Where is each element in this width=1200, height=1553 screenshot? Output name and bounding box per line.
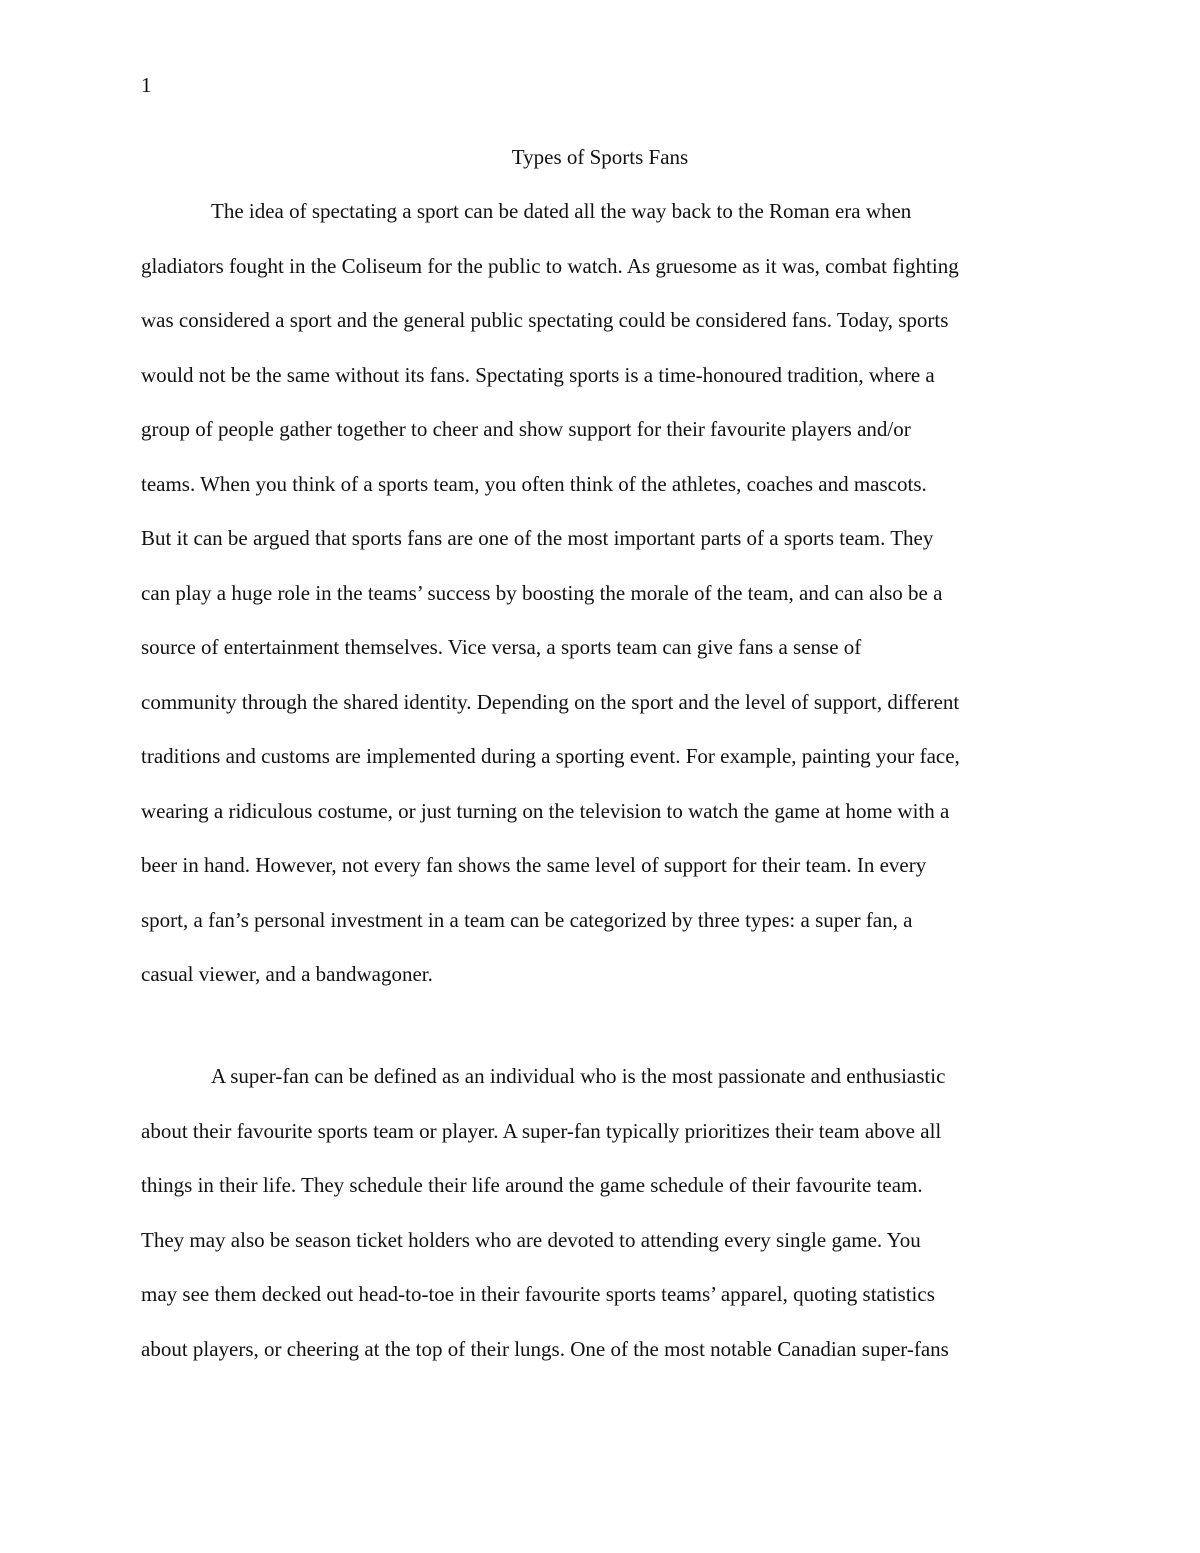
document-title: Types of Sports Fans xyxy=(511,145,689,169)
paragraph-line: traditions and customs are implemented during a sporting event. For example, painting your face, xyxy=(141,744,960,768)
paragraph-line: about their favourite sports team or player. A super-fan typically prioritizes their team above all xyxy=(141,1118,942,1143)
paragraph-line: They may also be season ticket holders who are devoted to attending every single game. You xyxy=(141,1227,921,1252)
paragraph-line: But it can be argued that sports fans are one of the most important parts of a sports team. They xyxy=(141,526,934,550)
page-number: 1 xyxy=(141,73,152,97)
paragraph-line: casual viewer, and a bandwagoner. xyxy=(141,962,433,986)
paragraph-line: teams. When you think of a sports team, you often think of the athletes, coaches and mascots. xyxy=(141,471,927,496)
paragraph-line: The idea of spectating a sport can be dated all the way back to the Roman era when xyxy=(211,199,912,223)
paragraph-line: about players, or cheering at the top of their lungs. One of the most notable Canadian super-fans xyxy=(141,1336,949,1361)
paragraph-line: wearing a ridiculous costume, or just turning on the television to watch the game at home with a xyxy=(141,798,950,823)
paragraph-super-fan xyxy=(141,1063,1061,1390)
paragraph-line: gladiators fought in the Coliseum for the public to watch. As gruesome as it was, combat fighting xyxy=(141,253,959,278)
paragraph-line: A super-fan can be defined as an individual who is the most passionate and enthusiastic xyxy=(211,1064,946,1088)
paragraph-line: community through the shared identity. Depending on the sport and the level of support, different xyxy=(141,689,960,714)
paragraph-line: would not be the same without its fans. Spectating sports is a time-honoured tradition, where a xyxy=(141,362,935,387)
paragraph-line: can play a huge role in the teams’ success by boosting the morale of the team, and can also be a xyxy=(141,580,943,605)
paragraph-line: may see them decked out head-to-toe in their favourite sports teams’ apparel, quoting statistics xyxy=(141,1282,935,1306)
paragraph-introduction xyxy=(141,198,1061,1016)
paragraph-line: sport, a fan’s personal investment in a team can be categorized by three types: a super fan, a xyxy=(141,907,913,932)
paragraph-line: group of people gather together to cheer and show support for their favourite players and/or xyxy=(141,417,911,441)
paragraph-line: was considered a sport and the general public spectating could be considered fans. Today, sports xyxy=(141,308,949,332)
paragraph-line: source of entertainment themselves. Vice versa, a sports team can give fans a sense of xyxy=(141,635,862,659)
paragraph-line: things in their life. They schedule their life around the game schedule of their favourite team. xyxy=(141,1173,923,1197)
paragraph-line: beer in hand. However, not every fan shows the same level of support for their team. In every xyxy=(141,853,927,877)
